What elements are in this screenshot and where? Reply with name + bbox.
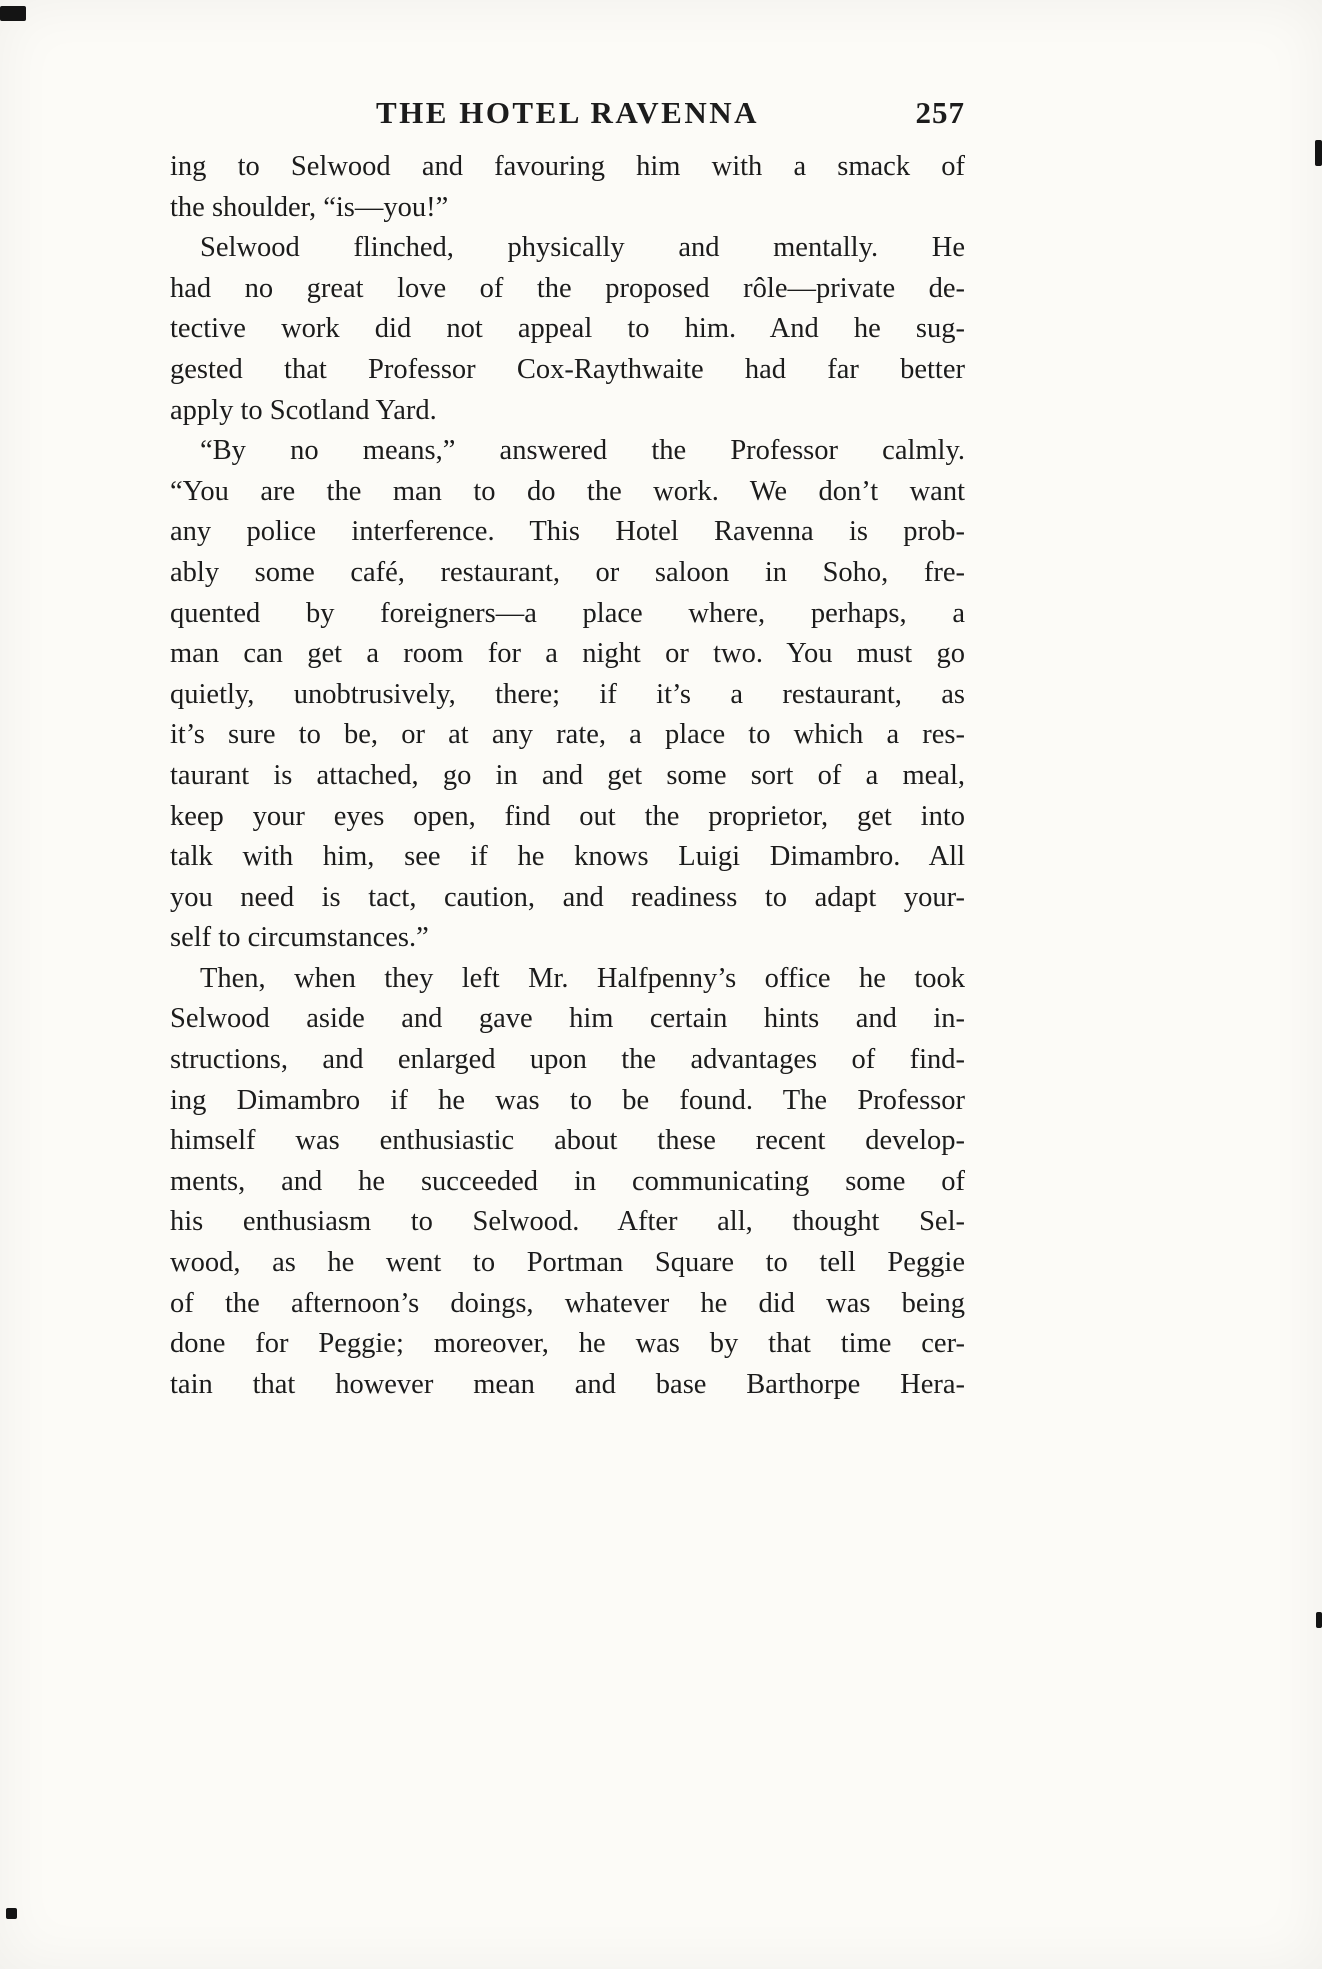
page-header bbox=[170, 95, 965, 131]
text-line: Selwood flinched, physically and mentally. He bbox=[200, 232, 965, 264]
text-line: Selwood aside and gave him certain hints and in- bbox=[170, 1003, 965, 1035]
text-line: Then, when they left Mr. Halfpenny’s office he took bbox=[200, 962, 965, 994]
text-line: taurant is attached, go in and get some sort of a meal, bbox=[170, 759, 965, 791]
text-line: his enthusiasm to Selwood. After all, thought Sel- bbox=[170, 1206, 965, 1238]
text-line: any police interference. This Hotel Ravenna is prob- bbox=[170, 516, 965, 548]
text-line: you need is tact, caution, and readiness to adapt your- bbox=[170, 881, 965, 913]
text-block bbox=[170, 147, 965, 1405]
text-line: tain that however mean and base Barthorpe Hera- bbox=[170, 1368, 965, 1400]
scan-artifact bbox=[0, 6, 26, 21]
text-line: himself was enthusiastic about these recent develop- bbox=[170, 1125, 965, 1157]
scan-artifact bbox=[6, 1908, 17, 1919]
text-line: ably some café, restaurant, or saloon in Soho, fre- bbox=[170, 556, 965, 588]
text-line: structions, and enlarged upon the advantages of find- bbox=[170, 1044, 965, 1076]
text-line: of the afternoon’s doings, whatever he did was being bbox=[170, 1287, 965, 1319]
text-line: ments, and he succeeded in communicating some of bbox=[170, 1165, 965, 1197]
text-line: apply to Scotland Yard. bbox=[170, 394, 437, 426]
text-line: “You are the man to do the work. We don’t want bbox=[170, 475, 965, 507]
text-line: quietly, unobtrusively, there; if it’s a restaurant, as bbox=[170, 678, 965, 710]
text-line: done for Peggie; moreover, he was by that time cer- bbox=[170, 1328, 965, 1360]
page-number: 257 bbox=[915, 95, 965, 130]
text-line: ing Dimambro if he was to be found. The Professor bbox=[170, 1084, 965, 1116]
text-line: man can get a room for a night or two. You must go bbox=[170, 638, 965, 670]
running-title: THE HOTEL RAVENNA bbox=[375, 95, 759, 130]
text-line: wood, as he went to Portman Square to tell Peggie bbox=[170, 1247, 965, 1279]
text-line: it’s sure to be, or at any rate, a place to which a res- bbox=[170, 719, 965, 751]
text-line: quented by foreigners—a place where, perhaps, a bbox=[170, 597, 965, 629]
text-line: gested that Professor Cox-Raythwaite had far better bbox=[170, 353, 965, 385]
text-line: had no great love of the proposed rôle—private de- bbox=[170, 272, 965, 304]
text-line: talk with him, see if he knows Luigi Dimambro. All bbox=[170, 841, 965, 873]
scan-artifact bbox=[1315, 140, 1322, 166]
text-line: self to circumstances.” bbox=[170, 922, 429, 954]
text-line: keep your eyes open, find out the proprietor, get into bbox=[170, 800, 965, 832]
text-line: the shoulder, “is—you!” bbox=[170, 191, 449, 223]
text-line: tective work did not appeal to him. And he sug- bbox=[170, 313, 965, 345]
scan-artifact bbox=[1316, 1612, 1322, 1628]
text-line: “By no means,” answered the Professor calmly. bbox=[200, 435, 965, 467]
text-line: ing to Selwood and favouring him with a smack of bbox=[170, 151, 965, 182]
